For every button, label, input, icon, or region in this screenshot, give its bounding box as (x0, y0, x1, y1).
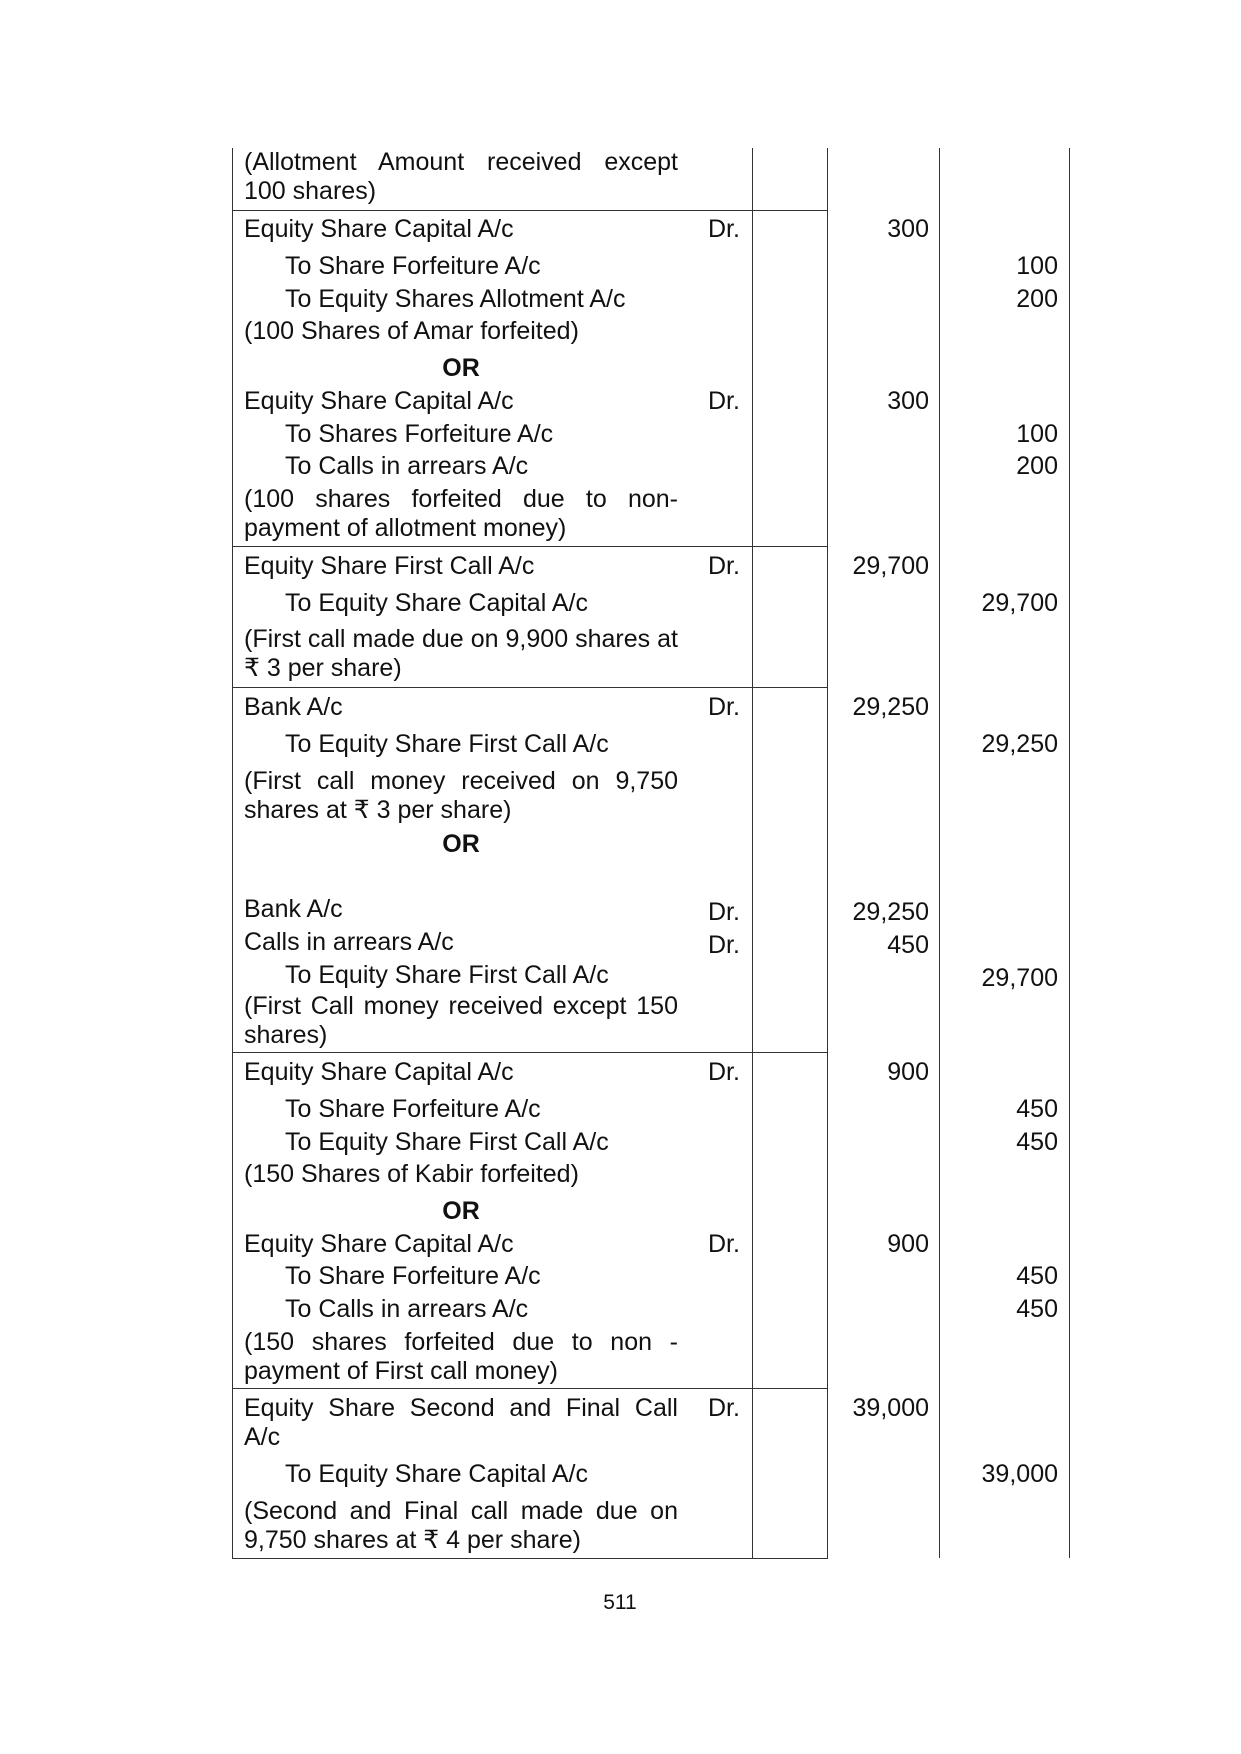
narration: (100 shares forfeited due to non- payment of allotment money) (244, 485, 678, 542)
dr-marker: Dr. (708, 215, 740, 243)
debit-account: Equity Share First Call A/c (244, 552, 535, 580)
credit-amount: 450 (1016, 1095, 1058, 1123)
row-separator (232, 1388, 828, 1389)
credit-amount: 100 (1016, 252, 1058, 280)
debit-amount: 29,250 (852, 693, 929, 721)
debit-account: Equity Share Second and Final Call A/c (244, 1394, 678, 1451)
credit-account: To Equity Share Capital A/c (285, 589, 588, 617)
credit-amount: 29,700 (981, 589, 1058, 617)
credit-amount: 29,700 (981, 964, 1058, 992)
credit-account: To Calls in arrears A/c (285, 1295, 529, 1323)
credit-account: To Equity Share First Call A/c (285, 1128, 609, 1156)
narration: (First Call money received except 150 shares) (244, 992, 678, 1049)
row-separator (232, 210, 828, 211)
row-separator (232, 687, 828, 688)
narration: (150 Shares of Kabir forfeited) (244, 1160, 579, 1188)
credit-account: To Share Forfeiture A/c (285, 252, 541, 280)
debit-amount: 300 (887, 387, 929, 415)
credit-amount: 200 (1016, 452, 1058, 480)
debit-account: Calls in arrears A/c (244, 928, 454, 956)
debit-amount: 29,250 (852, 898, 929, 926)
credit-amount: 450 (1016, 1262, 1058, 1290)
debit-amount: 450 (887, 931, 929, 959)
debit-account: Equity Share Capital A/c (244, 215, 514, 243)
debit-account: Bank A/c (244, 693, 343, 721)
dr-marker: Dr. (708, 693, 740, 721)
credit-account: To Equity Share Capital A/c (285, 1460, 588, 1488)
debit-account: Equity Share Capital A/c (244, 1230, 514, 1258)
lf-column-left-border (752, 148, 753, 1558)
debit-account: Equity Share Capital A/c (244, 387, 514, 415)
or-label: OR (442, 354, 480, 382)
or-label: OR (442, 1197, 480, 1225)
debit-amount: 300 (887, 215, 929, 243)
debit-account: Bank A/c (244, 895, 343, 923)
debit-amount: 29,700 (852, 552, 929, 580)
lf-column-right-border (827, 148, 828, 1558)
debit-amount: 900 (887, 1058, 929, 1086)
dr-marker: Dr. (708, 1058, 740, 1086)
narration: (First call money received on 9,750 shares at ₹ 3 per share) (244, 767, 678, 824)
page-number: 511 (603, 1591, 637, 1614)
credit-account: To Calls in arrears A/c (285, 452, 529, 480)
dr-marker: Dr. (708, 931, 740, 959)
credit-account: To Share Forfeiture A/c (285, 1095, 541, 1123)
narration: (100 Shares of Amar forfeited) (244, 317, 579, 345)
credit-amount: 450 (1016, 1295, 1058, 1323)
credit-account: To Equity Share First Call A/c (285, 730, 609, 758)
debit-amount: 39,000 (852, 1394, 929, 1422)
debit-column-right-border (939, 148, 940, 1558)
dr-marker: Dr. (708, 1394, 740, 1422)
or-label: OR (442, 830, 480, 858)
dr-marker: Dr. (708, 1230, 740, 1258)
dr-marker: Dr. (708, 898, 740, 926)
narration: (Second and Final call made due on 9,750 shares at ₹ 4 per share) (244, 1497, 678, 1554)
dr-marker: Dr. (708, 387, 740, 415)
narration: (Allotment Amount received except 100 shares) (244, 148, 678, 205)
debit-account: Equity Share Capital A/c (244, 1058, 514, 1086)
credit-column-right-border (1069, 148, 1070, 1558)
row-separator (232, 1052, 828, 1053)
row-separator (232, 1558, 828, 1559)
debit-amount: 900 (887, 1230, 929, 1258)
credit-amount: 450 (1016, 1128, 1058, 1156)
credit-amount: 39,000 (981, 1460, 1058, 1488)
dr-marker: Dr. (708, 552, 740, 580)
credit-amount: 29,250 (981, 730, 1058, 758)
credit-account: To Equity Shares Allotment A/c (285, 285, 626, 313)
table-left-border (232, 148, 233, 1558)
credit-account: To Equity Share First Call A/c (285, 961, 609, 989)
narration: (First call made due on 9,900 shares at ₹ 3 per share) (244, 625, 678, 682)
credit-amount: 100 (1016, 420, 1058, 448)
credit-account: To Shares Forfeiture A/c (285, 420, 554, 448)
credit-amount: 200 (1016, 285, 1058, 313)
credit-account: To Share Forfeiture A/c (285, 1262, 541, 1290)
row-separator (232, 546, 828, 547)
narration: (150 shares forfeited due to non - payment of First call money) (244, 1328, 678, 1385)
